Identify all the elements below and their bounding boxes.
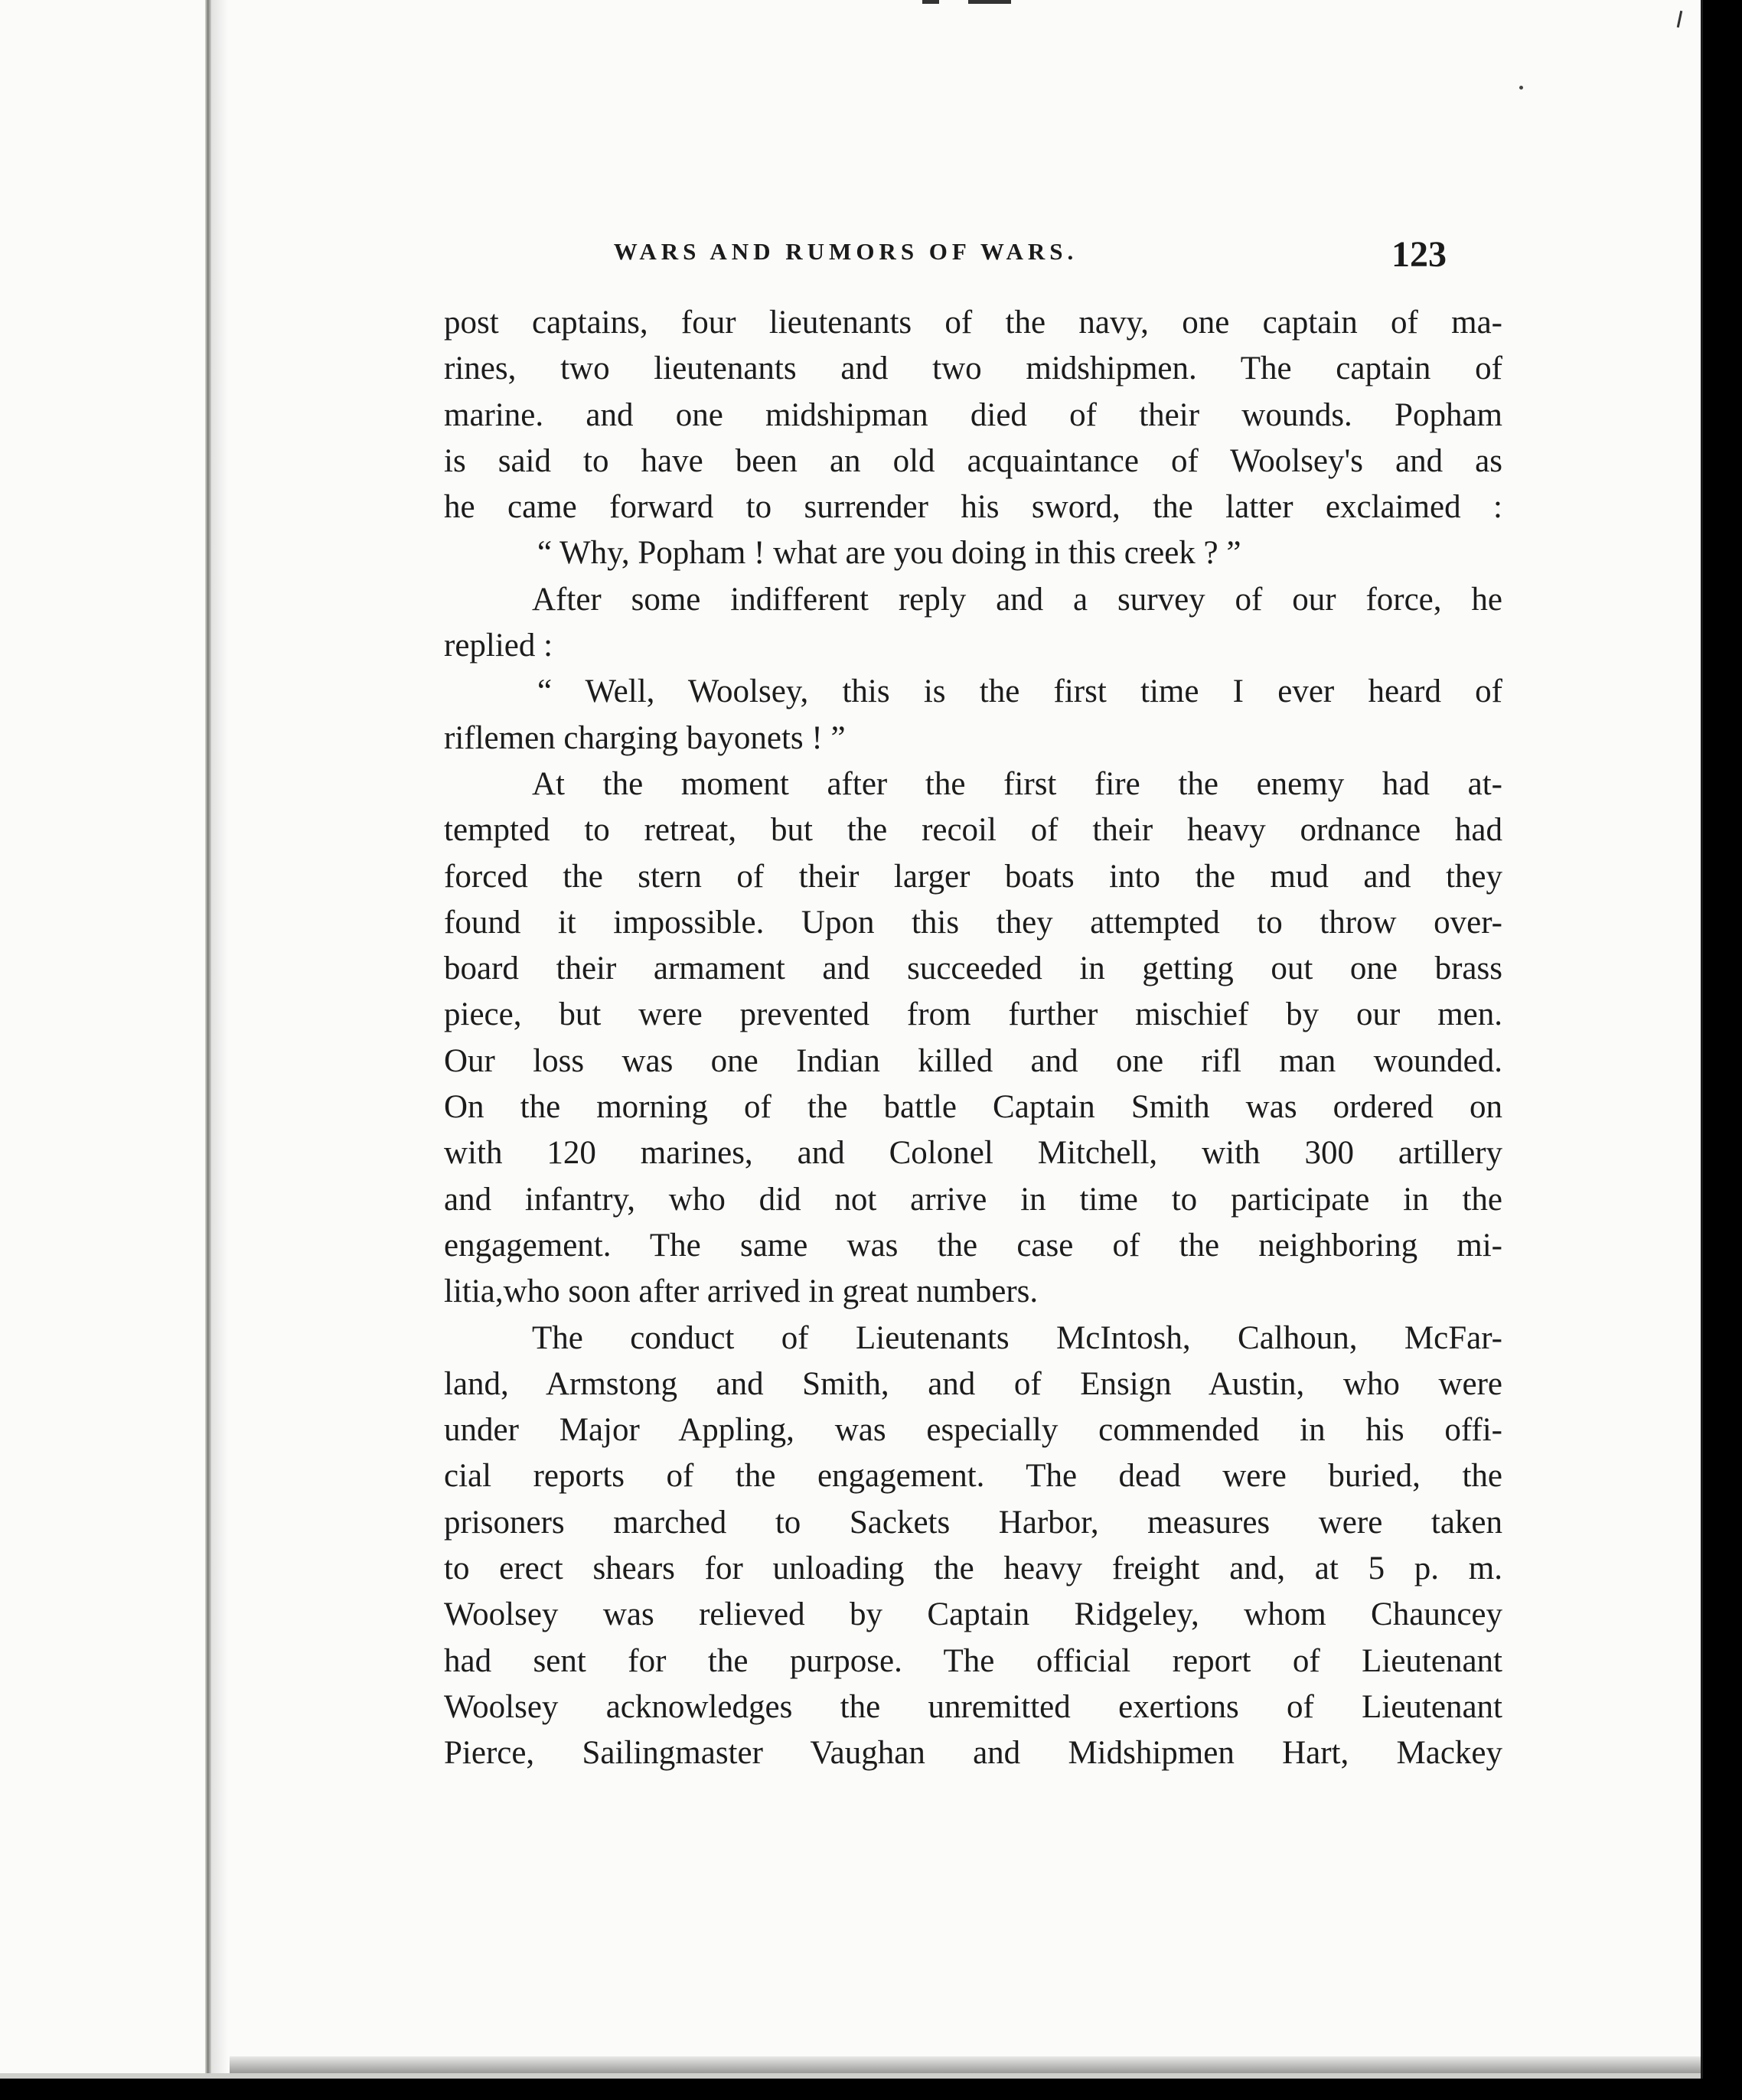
text-line: tempted to retreat, but the recoil of their heavy ordnance had bbox=[444, 812, 1502, 849]
scan-artifact-mark bbox=[968, 0, 1011, 4]
page-bottom-border bbox=[0, 2073, 1701, 2079]
text-line: The conduct of Lieutenants McIntosh, Calhoun, McFar- bbox=[532, 1319, 1502, 1356]
text-line: under Major Appling, was especially commended in his offi- bbox=[444, 1412, 1502, 1449]
text-line: cial reports of the engagement. The dead were buried, the bbox=[444, 1458, 1502, 1495]
text-line: Our loss was one Indian killed and one rifl man wounded. bbox=[444, 1042, 1502, 1079]
body-text bbox=[444, 300, 1502, 1777]
text-line: replied : bbox=[444, 628, 553, 664]
text-line: prisoners marched to Sackets Harbor, measures were taken bbox=[444, 1504, 1502, 1541]
text-line: “ Why, Popham ! what are you doing in this creek ? ” bbox=[537, 535, 1241, 572]
text-line: engagement. The same was the case of the neighboring mi- bbox=[444, 1227, 1502, 1264]
scan-artifact-mark bbox=[1677, 11, 1683, 28]
text-line: to erect shears for unloading the heavy freight and, at 5 p. m. bbox=[444, 1551, 1502, 1587]
text-line: litia,who soon after arrived in great numbers. bbox=[444, 1273, 1039, 1310]
text-line: marine. and one midshipman died of their wounds. Popham bbox=[444, 396, 1502, 433]
text-line: “ Well, Woolsey, this is the first time I ever heard of bbox=[537, 673, 1502, 710]
text-line: board their armament and succeeded in getting out one brass bbox=[444, 951, 1502, 987]
text-line: post captains, four lieutenants of the navy, one captain of ma- bbox=[444, 305, 1502, 341]
text-line: he came forward to surrender his sword, the latter exclaimed : bbox=[444, 489, 1502, 526]
text-line: riflemen charging bayonets ! ” bbox=[444, 719, 846, 756]
text-line: Pierce, Sailingmaster Vaughan and Midshipmen Hart, Mackey bbox=[444, 1735, 1502, 1772]
text-line: with 120 marines, and Colonel Mitchell, with 300 artillery bbox=[444, 1135, 1502, 1172]
text-line: is said to have been an old acquaintance of Woolsey's and as bbox=[444, 442, 1502, 479]
text-line: piece, but were prevented from further mischief by our men. bbox=[444, 996, 1502, 1033]
text-line: At the moment after the first fire the enemy had at- bbox=[532, 765, 1502, 802]
text-line: After some indifferent reply and a survey of our force, he bbox=[532, 581, 1502, 618]
gutter-shadow bbox=[211, 0, 228, 2079]
text-line: land, Armstong and Smith, and of Ensign Austin, who were bbox=[444, 1365, 1502, 1402]
text-line: Woolsey was relieved by Captain Ridgeley, whom Chauncey bbox=[444, 1596, 1502, 1633]
text-line: Woolsey acknowledges the unremitted exertions of Lieutenant bbox=[444, 1688, 1502, 1725]
text-line: and infantry, who did not arrive in time to participate in the bbox=[444, 1181, 1502, 1218]
running-title: WARS AND RUMORS OF WARS. bbox=[613, 238, 1078, 265]
text-line: rines, two lieutenants and two midshipmen. The captain of bbox=[444, 351, 1502, 387]
page-gutter bbox=[205, 0, 211, 2079]
text-line: forced the stern of their larger boats into the mud and they bbox=[444, 858, 1502, 895]
running-header bbox=[440, 233, 1450, 279]
page-bottom-edge bbox=[230, 2056, 1701, 2073]
text-line: had sent for the purpose. The official report of Lieutenant bbox=[444, 1642, 1502, 1679]
text-line: On the morning of the battle Captain Smith was ordered on bbox=[444, 1089, 1502, 1126]
text-line: found it impossible. Upon this they attempted to throw over- bbox=[444, 904, 1502, 941]
scan-artifact-dot bbox=[1519, 86, 1523, 90]
page-number: 123 bbox=[1391, 234, 1447, 275]
scan-artifact-mark bbox=[922, 0, 939, 4]
